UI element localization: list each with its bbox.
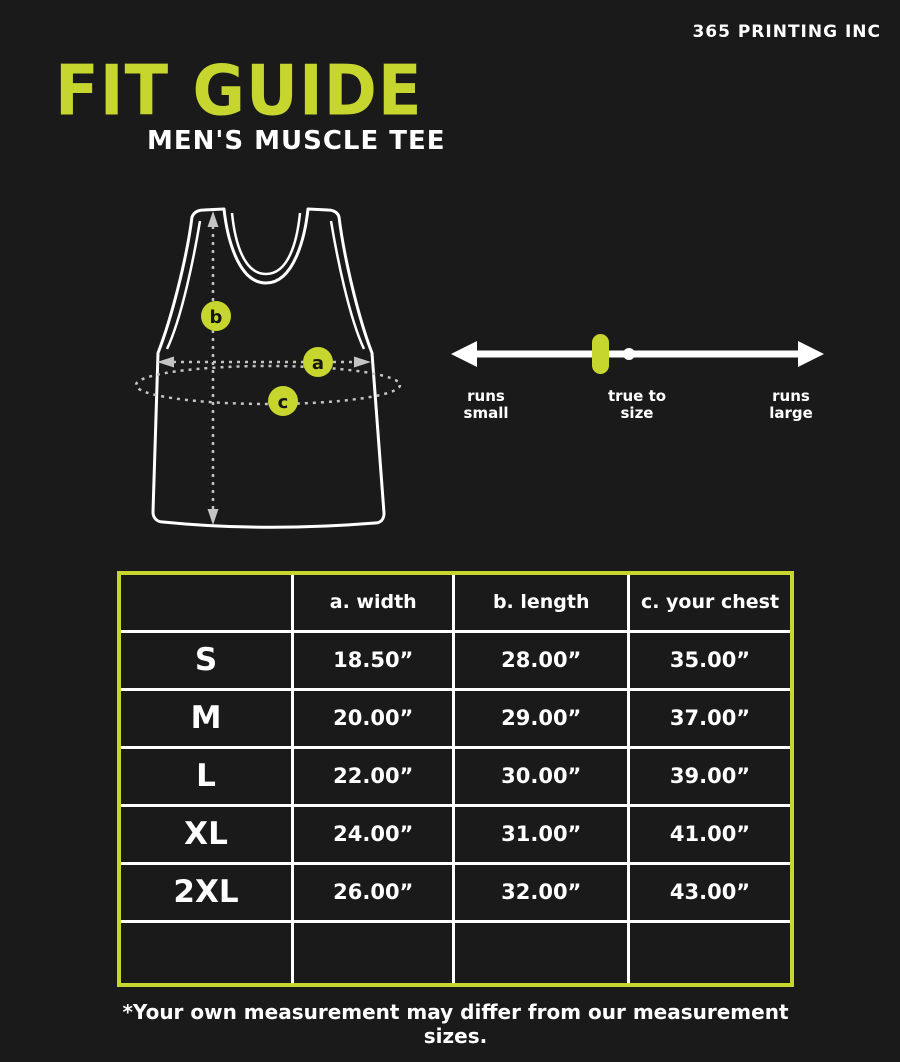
fit-scale-axis — [450, 330, 825, 380]
header-width: a. width — [293, 573, 454, 631]
chest-value: 41.00” — [629, 805, 793, 863]
width-value: 22.00” — [293, 747, 454, 805]
header-chest: c. your chest — [629, 573, 793, 631]
width-value: 26.00” — [293, 863, 454, 921]
length-value: 28.00” — [454, 631, 629, 689]
table-row — [119, 805, 792, 863]
length-value: 31.00” — [454, 805, 629, 863]
length-arrow-down-icon — [208, 509, 219, 525]
header-size — [119, 573, 293, 631]
size-label: S — [119, 631, 293, 689]
width-value: 18.50” — [293, 631, 454, 689]
length-value: 32.00” — [454, 863, 629, 921]
table-header-row — [119, 573, 792, 631]
center-tick-dot — [623, 348, 635, 360]
table-row — [119, 631, 792, 689]
true-to-size-label: true to size — [607, 387, 667, 422]
header-length: b. length — [454, 573, 629, 631]
width-arrow-left-icon — [157, 357, 174, 368]
fit-scale — [450, 330, 825, 430]
chest-value: 37.00” — [629, 689, 793, 747]
chest-value: 39.00” — [629, 747, 793, 805]
size-label: XL — [119, 805, 293, 863]
left-armhole-trim — [167, 221, 200, 349]
runs-small-label: runs small — [463, 387, 509, 422]
scale-arrow-left-icon — [451, 341, 477, 367]
brand-name: 365 PRINTING INC — [692, 22, 881, 42]
chest-measure-ellipse — [136, 366, 400, 404]
page-subtitle: MEN'S MUSCLE TEE — [147, 126, 446, 156]
table-empty-row — [119, 921, 792, 985]
marker-b — [201, 301, 231, 331]
marker-c-letter: c — [277, 392, 289, 413]
size-table — [117, 571, 794, 987]
page-title: FIT GUIDE — [55, 52, 423, 132]
table-row — [119, 747, 792, 805]
table-row — [119, 689, 792, 747]
table-row — [119, 863, 792, 921]
length-value: 30.00” — [454, 747, 629, 805]
fit-marker — [592, 334, 609, 374]
width-value: 20.00” — [293, 689, 454, 747]
width-value: 24.00” — [293, 805, 454, 863]
marker-a-letter: a — [311, 353, 325, 374]
tank-top-outline — [153, 209, 384, 527]
chest-value: 35.00” — [629, 631, 793, 689]
right-armhole-trim — [331, 221, 364, 349]
scale-arrow-right-icon — [798, 341, 824, 367]
size-label: L — [119, 747, 293, 805]
measurement-disclaimer: *Your own measurement may differ from our measurement sizes. — [122, 1000, 789, 1048]
size-label: 2XL — [119, 863, 293, 921]
runs-large-label: runs large — [769, 387, 813, 422]
size-label: M — [119, 689, 293, 747]
marker-b-letter: b — [209, 307, 223, 328]
chest-value: 43.00” — [629, 863, 793, 921]
length-value: 29.00” — [454, 689, 629, 747]
marker-a — [303, 347, 333, 377]
width-arrow-right-icon — [354, 357, 371, 368]
length-arrow-up-icon — [208, 211, 219, 227]
muscle-tee-diagram — [120, 195, 440, 555]
neckline-trim — [232, 213, 300, 274]
marker-c — [268, 386, 298, 416]
